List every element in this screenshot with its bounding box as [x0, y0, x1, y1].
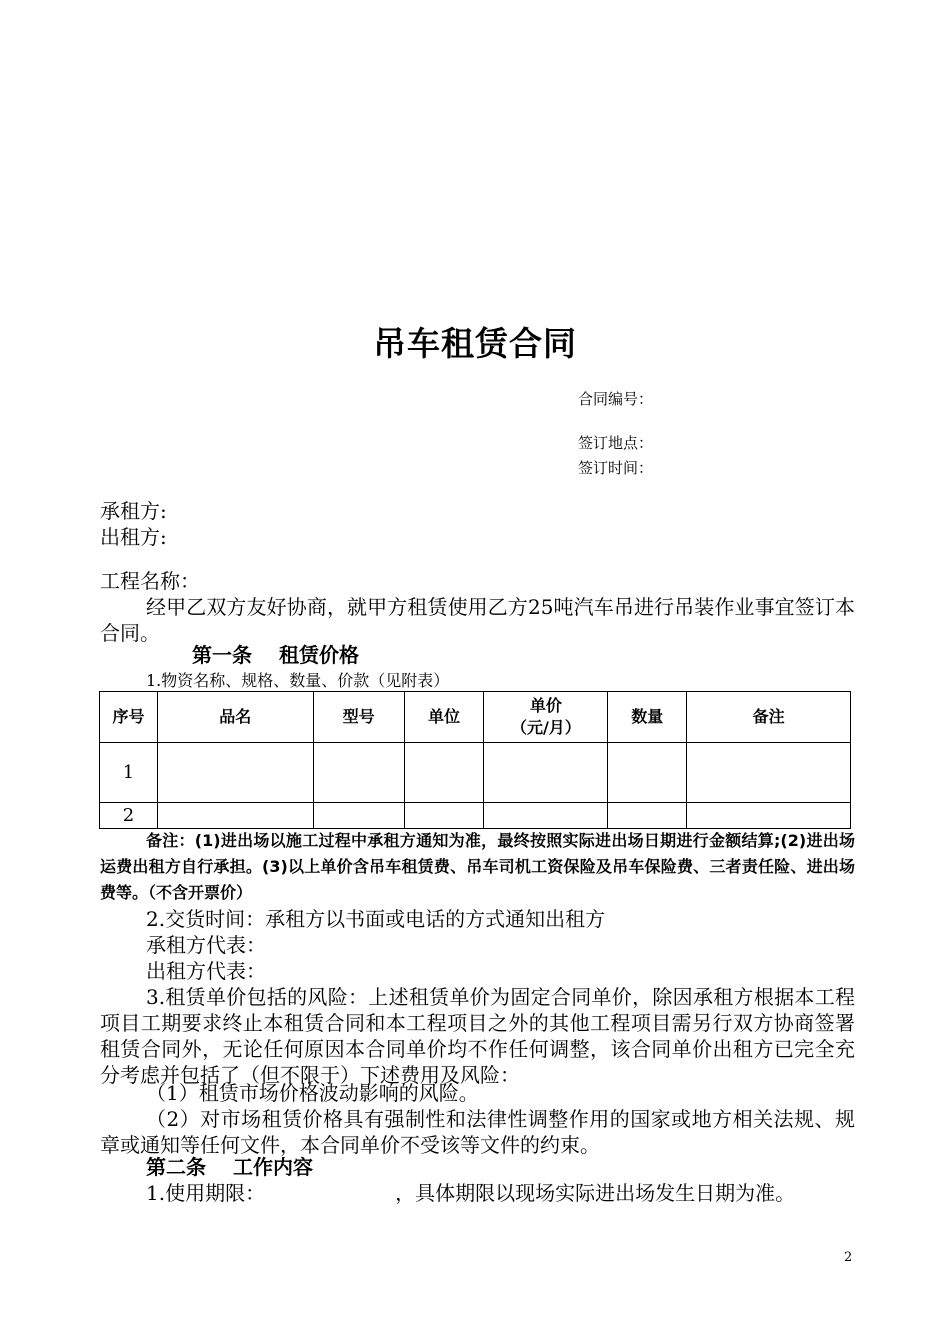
lessor-label: 出租方:: [100, 525, 167, 549]
row-cell: [157, 743, 313, 803]
lessor-representative: 出租方代表：: [146, 959, 266, 983]
document-title: 吊车租赁合同: [373, 324, 577, 363]
row-index: 2: [100, 803, 158, 829]
contract-number-label: 合同编号：: [578, 390, 654, 408]
header-index: 序号: [100, 692, 158, 743]
header-unit: 单位: [404, 692, 484, 743]
sign-place-label: 签订地点：: [578, 434, 654, 452]
row-cell: [687, 743, 851, 803]
article1-heading: 第一条 租赁价格: [192, 643, 359, 667]
header-model: 型号: [313, 692, 404, 743]
page-number: 2: [844, 1250, 853, 1265]
risk-item-1: （1）租赁市场价格波动影响的风险。: [146, 1081, 479, 1105]
header-remark: 备注: [687, 692, 851, 743]
row-cell: [608, 803, 687, 829]
row-cell: [484, 803, 608, 829]
article1-item1: 1.物资名称、规格、数量、价款（见附表）: [146, 671, 450, 690]
row-cell: [404, 743, 484, 803]
lessee-representative: 承租方代表：: [146, 933, 266, 957]
article1-item2: 2.交货时间：承租方以书面或电话的方式通知出租方: [146, 907, 606, 931]
header-name: 品名: [157, 692, 313, 743]
row-cell: [484, 743, 608, 803]
header-price: [484, 692, 608, 743]
row-cell: [404, 803, 484, 829]
row-cell: [313, 803, 404, 829]
article2-heading: 第二条 工作内容: [146, 1155, 313, 1179]
row-cell: [608, 743, 687, 803]
risk-item-2: （2）对市场租赁价格具有强制性和法律性调整作用的国家或地方相关法规、规章或通知等任何文件，本合同单价不受该等文件的约束。: [100, 1107, 855, 1157]
row-index: 1: [100, 743, 158, 803]
header-price-label: 单价: [529, 696, 562, 715]
items-table: [99, 691, 851, 829]
lessee-label: 承租方:: [100, 499, 167, 523]
header-price-unit: （元/月）: [510, 718, 581, 737]
project-name-label: 工程名称：: [100, 569, 200, 593]
header-quantity: 数量: [608, 692, 687, 743]
table-note: 备注：(1)进出场以施工过程中承租方通知为准，最终按照实际进出场日期进行金额结算;(2)进出场运费出租方自行承担。(3)以上单价含吊车租赁费、吊车司机工资保险及吊车保险费、三者责任险、进出场费等。（不含开票价）: [100, 831, 855, 902]
table-row: [100, 743, 851, 803]
row-cell: [687, 803, 851, 829]
article1-item3: 3.租赁单价包括的风险：上述租赁单价为固定合同单价，除因承租方根据本工程项目工期要求终止本租赁合同和本工程项目之外的其他工程项目需另行双方协商签署租赁合同外，无论任何原因本合同单价均不作任何调整，该合同单价出租方已完全充分考虑并包括了（但不限于）下述费用及风险：: [100, 985, 855, 1087]
table-row: [100, 803, 851, 829]
intro-paragraph: 经甲乙双方友好协商，就甲方租赁使用乙方25吨汽车吊进行吊装作业事宜签订本合同。: [100, 595, 855, 645]
article2-item1: 1.使用期限： ，具体期限以现场实际进出场发生日期为准。: [146, 1181, 796, 1205]
row-cell: [313, 743, 404, 803]
row-cell: [157, 803, 313, 829]
sign-time-label: 签订时间：: [578, 459, 654, 477]
table-header-row: [100, 692, 851, 743]
